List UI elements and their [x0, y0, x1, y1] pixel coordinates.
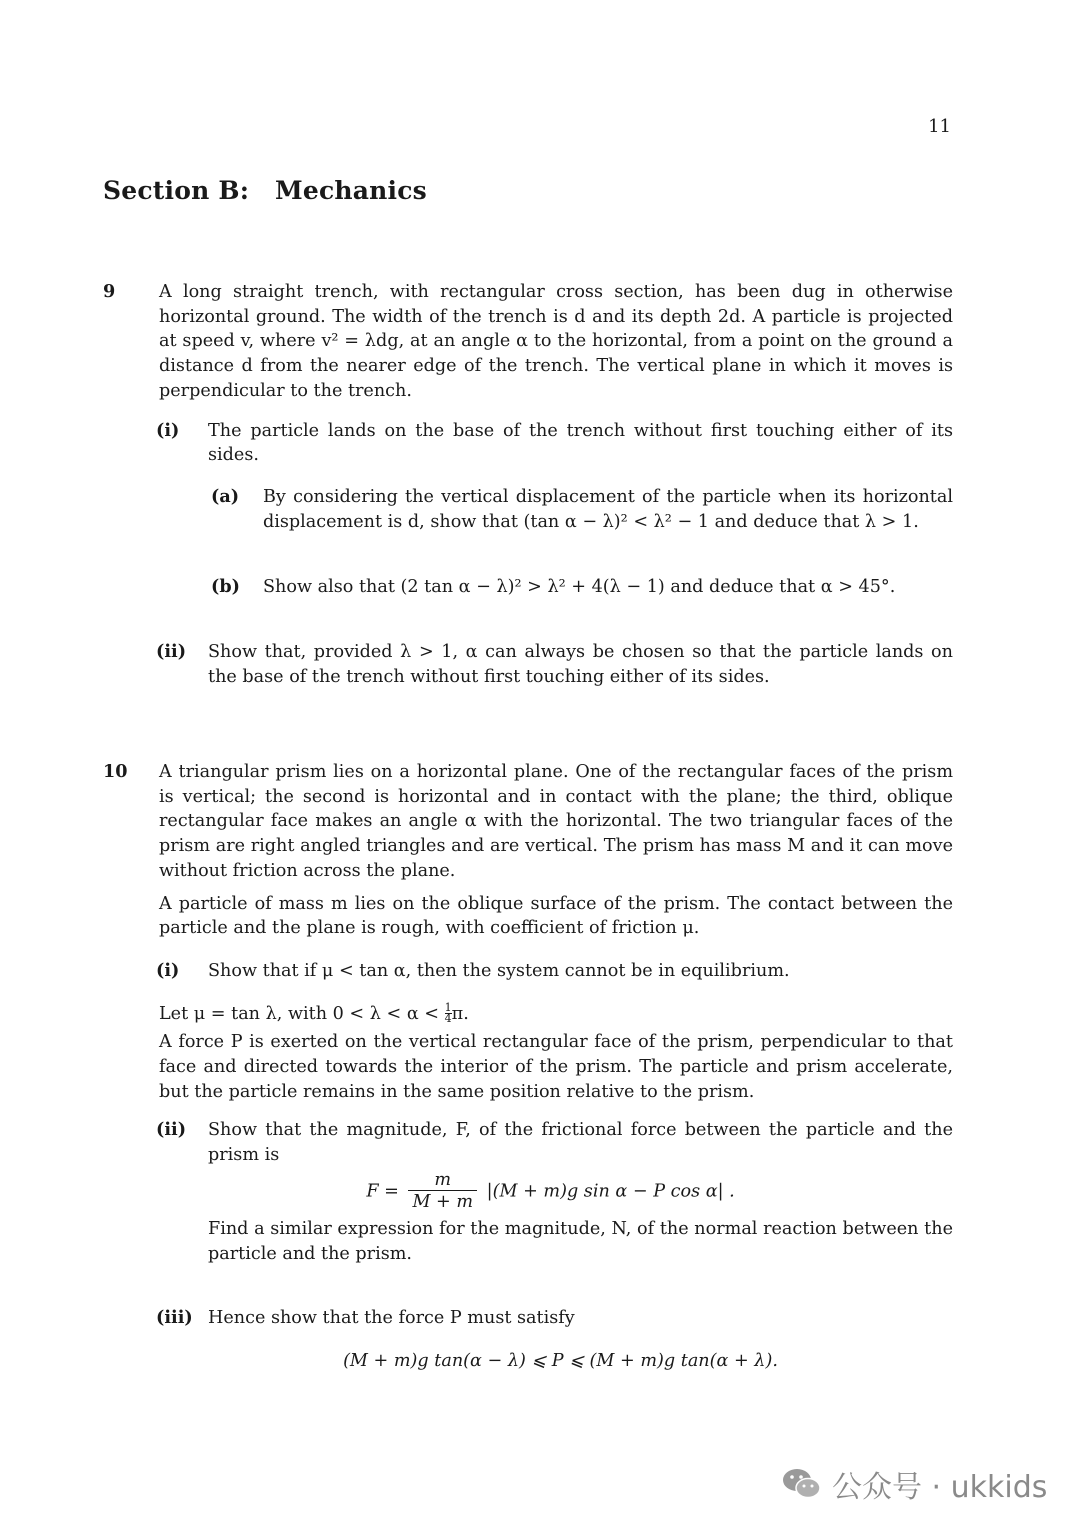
part-text: The particle lands on the base of the trench without first touching either of its sides.	[208, 420, 953, 466]
question-intro: A triangular prism lies on a horizontal plane. One of the rectangular faces of the prism is vertical; the second is horizontal and in contact with the plane; the third, oblique rectangular face makes an angle α with the horizontal. The two triangular faces of the prism are right angled triangles and are vertical. The prism has mass M and it can move without friction across the plane.	[159, 762, 953, 881]
question-10	[103, 760, 953, 1378]
part-text: Hence show that the force P must satisfy	[208, 1308, 575, 1329]
section-title: Mechanics	[275, 176, 427, 205]
let-statement: Let μ = tan λ, with 0 < λ < α < $\frac{1}{4}$ π.	[159, 1001, 469, 1026]
sub-part-text: By considering the vertical displacement of the particle when its horizontal displacement is d, show that (tan α − λ)² < λ² − 1 and deduce that λ > 1.	[263, 486, 953, 532]
sub-part-b	[211, 575, 953, 600]
part-label: (ii)	[156, 1119, 187, 1141]
part-text: Show that, provided λ > 1, α can always be chosen so that the particle lands on the base of the trench without first touching either of its sides.	[208, 642, 953, 687]
question-number: 9	[103, 281, 116, 302]
watermark-text: 公众号 · ukkids	[832, 1470, 1048, 1505]
section-heading	[103, 176, 427, 205]
question-intro-2: A particle of mass m lies on the oblique surface of the prism. The contact between the particle and the plane is rough, with coefficient of friction μ.	[159, 893, 953, 939]
part-ii	[156, 640, 953, 689]
part-ii	[156, 1118, 953, 1266]
question-9	[103, 280, 953, 689]
part-label: (i)	[156, 419, 180, 441]
part-label: (iii)	[156, 1307, 193, 1329]
sub-part-a	[211, 485, 953, 534]
equation-fraction: $\frac{m}{M + m}$	[408, 1170, 477, 1213]
part-followup: Find a similar expression for the magnitude, N, of the normal reaction between the particle and the prism.	[208, 1218, 953, 1264]
sub-part-text: Show also that (2 tan α − λ)² > λ² + 4(λ − 1) and deduce that α > 45°.	[263, 577, 896, 598]
section-label: Section B:	[103, 176, 250, 205]
sub-part-label: (b)	[211, 576, 240, 598]
sub-part-label: (a)	[211, 485, 240, 507]
wechat-icon	[782, 1467, 822, 1501]
watermark	[782, 1462, 1047, 1506]
part-i	[156, 959, 953, 984]
quarter-fraction: $\frac{1}{4}$	[444, 1001, 452, 1026]
page-number: 11	[928, 116, 951, 137]
question-number: 10	[103, 761, 128, 782]
force-paragraph: A force P is exerted on the vertical rectangular face of the prism, perpendicular to that face and directed towards the interior of the prism. The particle and prism accelerate, but the particle remains in the same position relative to the prism.	[159, 1032, 953, 1102]
part-label: (i)	[156, 959, 180, 981]
force-inequality: (M + m)g tan(α − λ) ⩽ P ⩽ (M + m)g tan(α + λ).	[343, 1350, 778, 1371]
part-i	[156, 419, 953, 468]
friction-equation: F = $\frac{m}{M + m}$ |(M + m)g sin α − P cos α| .	[366, 1169, 735, 1212]
part-label: (ii)	[156, 641, 187, 663]
part-iii	[156, 1306, 953, 1373]
question-intro: A long straight trench, with rectangular cross section, has been dug in otherwise horizontal ground. The width of the trench is d and its depth 2d. A particle is projected at speed v, where v² = λdg, at an angle α to the horizontal, from a point on the ground a distance d from the nearer edge of the trench. The vertical plane in which it moves is perpendicular to the trench.	[159, 282, 953, 401]
part-text: Show that if μ < tan α, then the system cannot be in equilibrium.	[208, 960, 790, 981]
part-text: Show that the magnitude, F, of the frictional force between the particle and the prism is	[208, 1120, 953, 1166]
